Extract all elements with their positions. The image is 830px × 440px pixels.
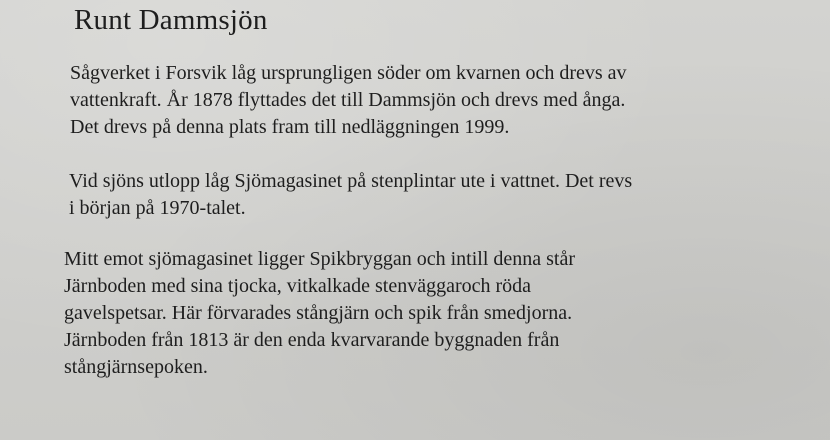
- paragraph-lake-warehouse: [69, 168, 809, 222]
- text-line: Sågverket i Forsvik låg ursprungligen söder om kvarnen och drevs av: [70, 62, 627, 84]
- text-line: Det drevs på denna plats fram till nedläggningen 1999.: [70, 116, 510, 138]
- text-line: Järnboden från 1813 är den enda kvarvarande byggnaden från: [64, 329, 560, 351]
- text-line: i början på 1970-talet.: [69, 197, 246, 219]
- paragraph-iron-shed: [64, 246, 804, 381]
- text-line: stångjärnsepoken.: [64, 356, 208, 378]
- text-line: gavelspetsar. Här förvarades stångjärn och spik från smedjorna.: [64, 302, 573, 324]
- text-line: Mitt emot sjömagasinet ligger Spikbryggan och intill denna står: [64, 248, 576, 270]
- text-line: Vid sjöns utlopp låg Sjömagasinet på stenplintar ute i vattnet. Det revs: [69, 170, 633, 192]
- text-line: Järnboden med sina tjocka, vitkalkade stenväggaroch röda: [64, 275, 532, 297]
- paragraph-sawmill: [70, 60, 810, 141]
- sign-title: Runt Dammsjön: [74, 4, 268, 36]
- text-line: vattenkraft. År 1878 flyttades det till Dammsjön och drevs med ånga.: [70, 89, 626, 111]
